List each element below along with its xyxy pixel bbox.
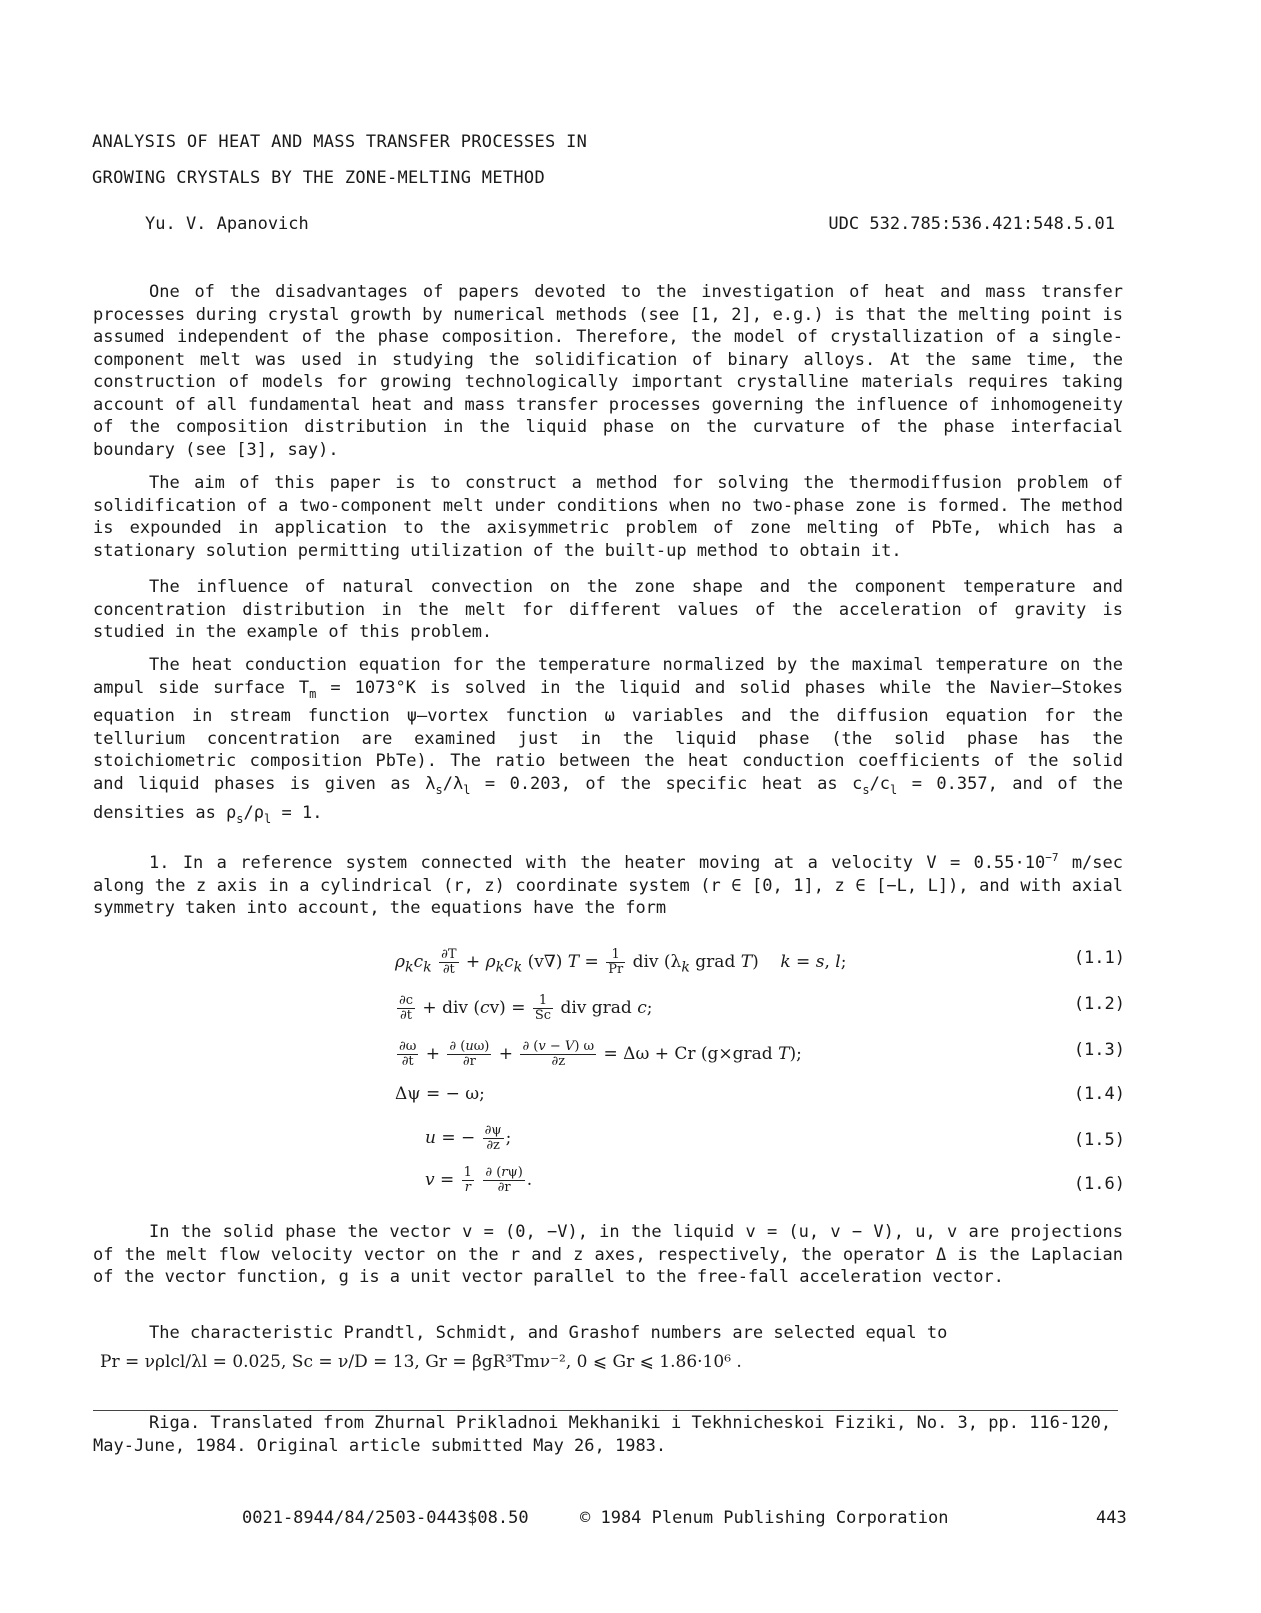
equation-1-3: [395, 1040, 1125, 1080]
equation-number: (1.5): [1073, 1130, 1125, 1150]
sub-s: s: [435, 782, 443, 797]
equation-1-2: [395, 994, 1125, 1034]
equation-number: (1.6): [1073, 1174, 1125, 1194]
paragraph-intro: One of the disadvantages of papers devoted to the investigation of heat and mass transfer processes during crystal growth by numerical methods (see [1, 2], e.g.) is that the melting point is assumed independent of the phase composition. Therefore, the model of crystallization of a single-component melt was used in studying the solidification of binary alloys. At the same time, the construction of models for growing technologically important crystalline materials requires taking account of all fundamental heat and mass transfer processes governing the influence of inhomogeneity of the composition distribution in the liquid phase on the curvature of the phase interfacial boundary (see [3], say).: [93, 282, 1123, 460]
paper-title-line-1: ANALYSIS OF HEAT AND MASS TRANSFER PROCESSES IN: [92, 132, 588, 152]
issn-code: 0021-8944/84/2503-0443$08.50: [242, 1508, 529, 1528]
dimensionless-numbers-line: Pr = νρlcl/λl = 0.025, Sc = ν/D = 13, Gr = βgR³Tmν⁻², 0 ⩽ Gr ⩽ 1.86·10⁶ .: [100, 1352, 742, 1372]
paragraph-aim: The aim of this paper is to construct a method for solving the thermodiffusion problem of solidification of a two-component melt under conditions when no two-phase zone is formed. The method is expounded in application to the axisymmetric problem of zone melting of PbTe, which has a stationary solution permitting utilization of the built-up method to obtain it.: [93, 473, 1123, 561]
udc-code: UDC 532.785:536.421:548.5.01: [828, 214, 1115, 234]
equation-body: u = − $\frac{\partial\psi}{\partial z}$ ;: [425, 1123, 512, 1153]
equation-body: Δψ = − ω;: [395, 1084, 485, 1104]
equation-number: (1.2): [1073, 994, 1125, 1014]
equation-number: (1.4): [1073, 1084, 1125, 1104]
sub-l: l: [463, 782, 471, 797]
p4-text-a: The heat conduction equation for the temperature normalized by the maximal temperature on the ampul side surface T: [93, 655, 1123, 698]
copyright-notice: © 1984 Plenum Publishing Corporation: [580, 1508, 949, 1528]
equation-body: $\frac{\partial c}{\partial t}$ + div (cv) = $\frac{1}{Sc}$ div grad c;: [399, 993, 653, 1023]
p4-text-d: = 0.357, and of the densities as ρ: [93, 773, 1123, 823]
sub-s: s: [862, 782, 870, 797]
sub-l: l: [264, 811, 272, 826]
equation-1-1: [395, 948, 1125, 988]
equation-body: v = $\frac{1}{r}$ $\frac{\partial (r\psi)}{\partial r}$ .: [425, 1165, 533, 1195]
paragraph-heat-conduction: The heat conduction equation for the temperature normalized by the maximal temperature on the ampul side surface $T_m = 1073^\circ K$ is solved in the liquid and solid phases while the Navier—Stokes equation in stream function ψ—vortex function ω variables and the diffusion equation for the tellurium concentration are examined just in the liquid phase (the solid phase has the stoichiometric composition PbTe). The ratio between the heat conduction coefficients of the solid and liquid phases is given as $\lambda_s/\lambda_l = 0.203$, of the specific heat as $c_s/c_l = 0.357$, and of the densities as $\rho_s/\rho_l = 1$.: [93, 655, 1123, 826]
equation-1-6: [395, 1166, 1125, 1206]
p5-exponent: −7: [1045, 851, 1059, 864]
paragraph-section-1: [93, 847, 1123, 920]
paragraph-characteristic-numbers: The characteristic Prandtl, Schmidt, and Grashof numbers are selected equal to: [149, 1323, 948, 1343]
p4-text-e: = 1.: [271, 802, 323, 823]
sub-s: s: [236, 811, 244, 826]
paragraph-convection: The influence of natural convection on the zone shape and the component temperature and concentration distribution in the melt for different values of the acceleration of gravity is studied in the example of this problem.: [93, 577, 1123, 642]
page-number: 443: [1096, 1508, 1127, 1528]
footnote-divider: [93, 1410, 1118, 1411]
equation-1-5: [395, 1124, 1125, 1164]
paragraph-vector-definitions: In the solid phase the vector v = (0, −V), in the liquid v = (u, v − V), u, v are projections of the melt flow velocity vector on the r and z axes, respectively, the operator Δ is the Laplacian of the vector function, g is a unit vector parallel to the free-fall acceleration vector.: [93, 1222, 1123, 1287]
paper-title-line-2: GROWING CRYSTALS BY THE ZONE-MELTING METHOD: [92, 168, 545, 188]
author-name: Yu. V. Apanovich: [145, 214, 309, 234]
sub-l: l: [890, 782, 898, 797]
p4-text-b: = 1073°K is solved in the liquid and solid phases while the Navier—Stokes equation in stream function ψ—vortex function ω variables and the diffusion equation for the tellurium concentration are examined just in the liquid phase (the solid phase has the stoichiometric composition PbTe). The ratio between the heat conduction coefficients of the solid and liquid phases is given as λ: [93, 677, 1123, 794]
p4-subscript-m: m: [309, 686, 317, 701]
equation-number: (1.1): [1073, 948, 1125, 968]
translation-footnote: Riga. Translated from Zhurnal Prikladnoi Mekhaniki i Tekhnicheskoi Fiziki, No. 3, pp. 116-120, May-June, 1984. Original article submitted May 26, 1983.: [93, 1413, 1112, 1456]
equation-1-4: [395, 1084, 1125, 1124]
equation-number: (1.3): [1073, 1040, 1125, 1060]
p5-text-b: m/sec along the z axis in a cylindrical (r, z) coordinate system (r ∈ [0, 1], z ∈ [−L, L]), and with axial symmetry taken into account, the equations have the form: [93, 853, 1123, 918]
p4-text-c: = 0.203, of the specific heat as c: [470, 773, 863, 794]
p5-text-a: 1. In a reference system connected with the heater moving at a velocity V = 0.55·10: [149, 853, 1046, 873]
equation-body: $\rho_kc_k$ $\frac{\partial T}{\partial t}$ + $\rho_kc_k$ (v∇) T = $\frac{1}{Pr}$ div ($\lambda_k$ grad T) k = s, l;: [395, 947, 847, 977]
equation-body: $\frac{\partial\omega}{\partial t}$ + $\frac{\partial (u\omega)}{\partial r}$ + $\frac{\partial (v - V) \omega}{\partial z}$ = Δω + Cr (g×grad T);: [399, 1039, 802, 1069]
